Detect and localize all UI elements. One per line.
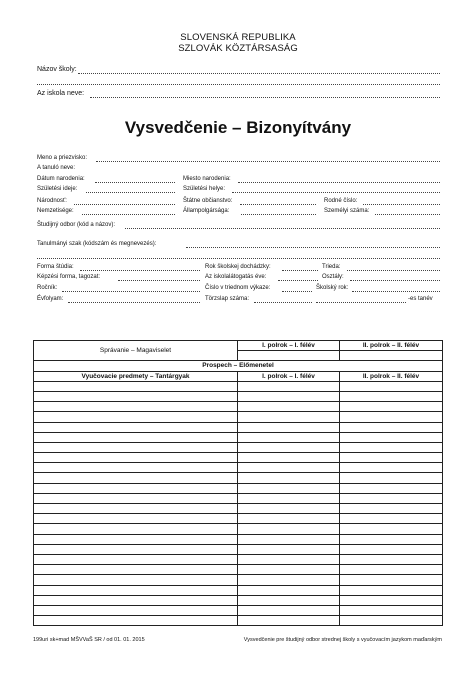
nationality-label-hu: Nemzetisége: (37, 208, 74, 214)
register-no-hu-line[interactable] (254, 302, 312, 303)
subject-row (34, 595, 443, 605)
subject-name-cell[interactable] (34, 575, 238, 585)
subject-half2-cell[interactable] (340, 575, 443, 585)
subject-row (34, 442, 443, 452)
register-no-label: Číslo v triednom výkaze: (205, 285, 271, 291)
subject-half1-cell[interactable] (238, 554, 340, 564)
footer-form-description: Vysvedčenie pre študijný odbor strednej školy s vyučovacím jazykom maďarským (243, 637, 442, 643)
subject-row (34, 565, 443, 575)
subject-row (34, 412, 443, 422)
progress-header-row (34, 361, 443, 371)
subject-half2-cell[interactable] (340, 504, 443, 514)
class-hu-line[interactable] (350, 280, 440, 281)
behavior-half2-cell[interactable] (340, 351, 443, 361)
birth-number-line[interactable] (363, 204, 440, 205)
grade-label: Ročník: (37, 285, 58, 291)
school-name-line[interactable] (78, 73, 440, 74)
subject-half2-cell[interactable] (340, 432, 443, 442)
subject-half1-cell[interactable] (238, 381, 340, 391)
subject-half2-cell[interactable] (340, 381, 443, 391)
subject-half2-cell[interactable] (340, 554, 443, 564)
nationality-label: Národnosť: (37, 198, 67, 204)
subject-name-cell[interactable] (34, 585, 238, 595)
subject-name-cell[interactable] (34, 453, 238, 463)
subject-row (34, 422, 443, 432)
school-level-line[interactable] (352, 291, 440, 292)
subject-half1-cell[interactable] (238, 585, 340, 595)
birth-date-label: Dátum narodenia: (37, 176, 85, 182)
subject-half2-cell[interactable] (340, 391, 443, 401)
subjects-header: Vyučovacie predmety – Tantárgyak (34, 371, 238, 381)
subject-name-cell[interactable] (34, 534, 238, 544)
study-field-line[interactable] (125, 228, 440, 229)
subject-name-cell[interactable] (34, 504, 238, 514)
name-line[interactable] (96, 161, 440, 162)
citizenship-hu-line[interactable] (241, 214, 316, 215)
subject-row (34, 554, 443, 564)
subject-name-cell[interactable] (34, 605, 238, 615)
citizenship-label-hu: Állampolgársága: (183, 208, 230, 214)
subject-name-cell[interactable] (34, 544, 238, 554)
subject-row (34, 473, 443, 483)
subject-half2-cell[interactable] (340, 412, 443, 422)
birth-number-label-hu: Személyi száma: (324, 208, 370, 214)
school-name-label: Názov školy: (37, 66, 77, 73)
subject-name-cell[interactable] (34, 554, 238, 564)
document-title: Vysvedčenie – Bizonyítvány (124, 118, 352, 137)
subject-row (34, 483, 443, 493)
subject-half2-cell[interactable] (340, 483, 443, 493)
subjects-half1-header: I. polrok – I. félév (238, 371, 340, 381)
subject-half1-cell[interactable] (238, 493, 340, 503)
subject-half1-cell[interactable] (238, 422, 340, 432)
school-year-hu-value-line[interactable] (316, 302, 406, 303)
school-year-suffix: -es tanév (408, 296, 433, 302)
subject-half2-cell[interactable] (340, 565, 443, 575)
subject-name-cell[interactable] (34, 463, 238, 473)
subject-half1-cell[interactable] (238, 534, 340, 544)
subject-name-cell[interactable] (34, 402, 238, 412)
subject-half1-cell[interactable] (238, 514, 340, 524)
subject-half2-cell[interactable] (340, 585, 443, 595)
subject-row (34, 544, 443, 554)
school-name-hu-line[interactable] (90, 97, 440, 98)
subject-name-cell[interactable] (34, 524, 238, 534)
subjects-half2-header: II. polrok – II. félév (340, 371, 443, 381)
subject-row (34, 391, 443, 401)
subject-row (34, 575, 443, 585)
birth-place-label-hu: Születési helye: (183, 186, 226, 192)
subject-half1-cell[interactable] (238, 453, 340, 463)
subject-half2-cell[interactable] (340, 616, 443, 626)
subject-row (34, 524, 443, 534)
nationality-hu-line[interactable] (82, 214, 175, 215)
subject-name-cell[interactable] (34, 595, 238, 605)
citizenship-label: Štátne občianstvo: (183, 198, 233, 204)
subject-half2-cell[interactable] (340, 463, 443, 473)
birth-place-hu-line[interactable] (232, 192, 440, 193)
birth-number-hu-line[interactable] (375, 214, 440, 215)
subject-row (34, 585, 443, 595)
subject-name-cell[interactable] (34, 514, 238, 524)
citizenship-line[interactable] (240, 204, 316, 205)
name-label: Meno a priezvisko: (37, 155, 88, 161)
subject-name-cell[interactable] (34, 381, 238, 391)
grade-hu-line[interactable] (68, 302, 200, 303)
subject-half1-cell[interactable] (238, 504, 340, 514)
subject-half1-cell[interactable] (238, 483, 340, 493)
subject-name-cell[interactable] (34, 442, 238, 452)
subject-row (34, 402, 443, 412)
behavior-header-row (34, 341, 443, 351)
subject-half2-cell[interactable] (340, 422, 443, 432)
class-line[interactable] (347, 270, 440, 271)
subject-half1-cell[interactable] (238, 412, 340, 422)
study-field-label-hu: Tanulmányi szak (kódszám és megnevezés): (37, 241, 157, 247)
behavior-half1-cell[interactable] (238, 351, 340, 361)
school-name-label-hu: Az iskola neve: (37, 90, 85, 97)
subject-half1-cell[interactable] (238, 605, 340, 615)
subject-row (34, 432, 443, 442)
grade-label-hu: Évfolyam: (37, 296, 64, 302)
subject-row (34, 514, 443, 524)
progress-header: Prospech – Előmenetel (34, 361, 443, 371)
class-label: Trieda: (322, 264, 341, 270)
subject-row (34, 381, 443, 391)
subject-half2-cell[interactable] (340, 544, 443, 554)
country-name-sk: SLOVENSKÁ REPUBLIKA (180, 32, 296, 43)
subject-half2-cell[interactable] (340, 442, 443, 452)
subject-half1-cell[interactable] (238, 616, 340, 626)
study-form-line[interactable] (80, 270, 200, 271)
subject-half1-cell[interactable] (238, 544, 340, 554)
grades-table (33, 340, 443, 626)
school-year-label-hu: Az iskolalátogatás éve: (205, 274, 267, 280)
study-field-label: Študijný odbor (kód a názov): (37, 222, 116, 228)
subject-half1-cell[interactable] (238, 391, 340, 401)
subject-name-cell[interactable] (34, 616, 238, 626)
birth-date-label-hu: Születési ideje: (37, 186, 78, 192)
birth-place-line[interactable] (238, 182, 440, 183)
subject-half2-cell[interactable] (340, 595, 443, 605)
study-field-line-2[interactable] (37, 258, 440, 259)
subject-row (34, 453, 443, 463)
register-no-line[interactable] (282, 291, 312, 292)
nationality-line[interactable] (74, 204, 175, 205)
subject-half2-cell[interactable] (340, 514, 443, 524)
school-year-hu-line[interactable] (278, 280, 318, 281)
subject-row (34, 463, 443, 473)
subject-name-cell[interactable] (34, 391, 238, 401)
study-form-label: Forma štúdia: (37, 264, 74, 270)
country-name-hu: SZLOVÁK KÖZTÁRSASÁG (178, 43, 298, 54)
subject-half1-cell[interactable] (238, 402, 340, 412)
subject-half2-cell[interactable] (340, 453, 443, 463)
half2-header: II. polrok – II. félév (340, 341, 443, 351)
subject-row (34, 493, 443, 503)
register-no-label-hu: Törzslap száma: (205, 296, 250, 302)
subject-row (34, 605, 443, 615)
subjects-header-row (34, 371, 443, 381)
school-year-line[interactable] (282, 270, 318, 271)
name-label-hu: A tanuló neve: (37, 165, 76, 171)
subject-half1-cell[interactable] (238, 524, 340, 534)
birth-date-hu-line[interactable] (86, 192, 175, 193)
subject-half1-cell[interactable] (238, 463, 340, 473)
school-level-label: Školský rok: (316, 285, 349, 291)
subject-row (34, 504, 443, 514)
class-label-hu: Osztály: (322, 274, 344, 280)
subject-half1-cell[interactable] (238, 565, 340, 575)
study-form-hu-line[interactable] (118, 280, 200, 281)
subject-half2-cell[interactable] (340, 402, 443, 412)
subject-name-cell[interactable] (34, 473, 238, 483)
subject-half1-cell[interactable] (238, 575, 340, 585)
subject-half1-cell[interactable] (238, 473, 340, 483)
subject-half2-cell[interactable] (340, 493, 443, 503)
subject-name-cell[interactable] (34, 483, 238, 493)
birth-date-line[interactable] (95, 182, 175, 183)
birth-place-label: Miesto narodenia: (183, 176, 231, 182)
subject-half1-cell[interactable] (238, 442, 340, 452)
subject-name-cell[interactable] (34, 493, 238, 503)
subject-name-cell[interactable] (34, 565, 238, 575)
subject-half2-cell[interactable] (340, 473, 443, 483)
subject-name-cell[interactable] (34, 422, 238, 432)
subject-half2-cell[interactable] (340, 605, 443, 615)
study-form-label-hu: Képzési forma, tagozat: (37, 274, 101, 280)
grade-line[interactable] (62, 291, 200, 292)
school-name-line-2[interactable] (37, 84, 440, 85)
subject-half1-cell[interactable] (238, 432, 340, 442)
subject-row (34, 616, 443, 626)
subject-half2-cell[interactable] (340, 524, 443, 534)
behavior-label: Správanie – Magaviselet (34, 341, 238, 361)
subject-name-cell[interactable] (34, 412, 238, 422)
subject-half2-cell[interactable] (340, 534, 443, 544)
birth-number-label: Rodné číslo: (324, 198, 358, 204)
half1-header: I. polrok – I. félév (238, 341, 340, 351)
subject-name-cell[interactable] (34, 432, 238, 442)
study-field-hu-line[interactable] (186, 247, 440, 248)
subject-row (34, 534, 443, 544)
school-year-label: Rok školskej dochádzky: (205, 264, 271, 270)
subject-half1-cell[interactable] (238, 595, 340, 605)
footer-form-code: 199uri sk+mad MŠVVaŠ SR / od 01. 01. 2015 (33, 637, 145, 643)
